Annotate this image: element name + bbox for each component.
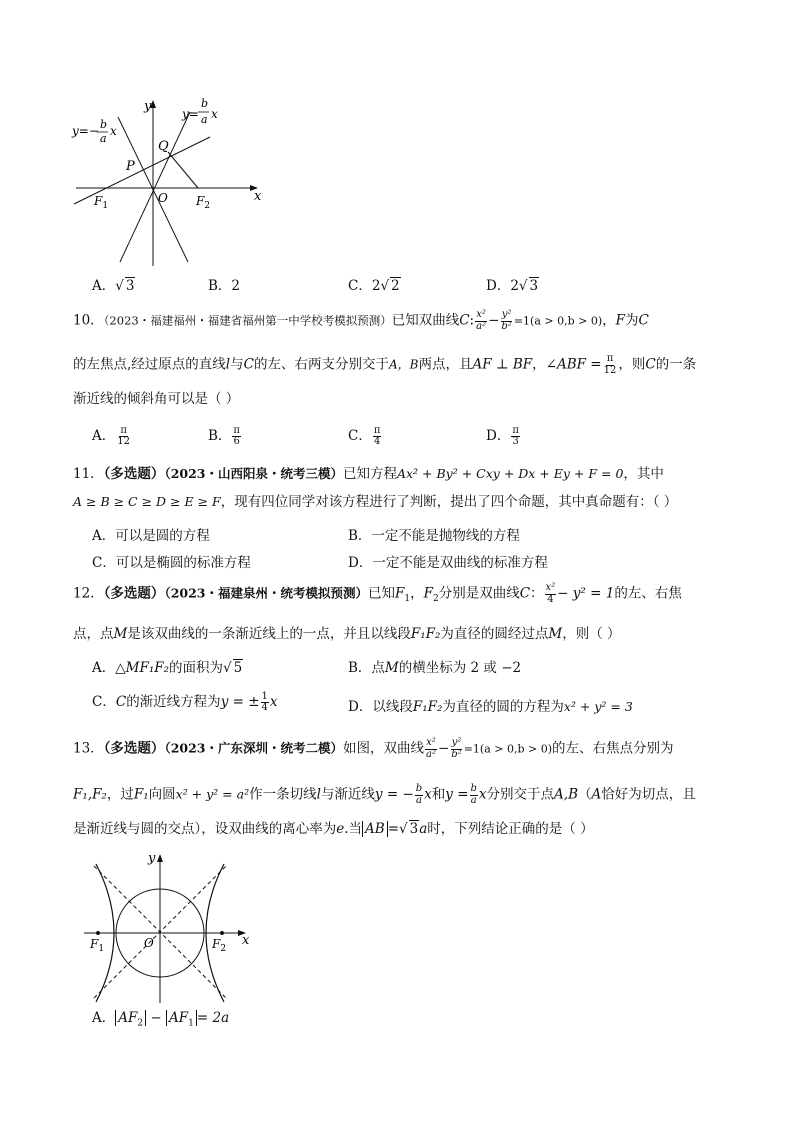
q13-line1: 13．（多选题）（2023・广东深圳・统考二模）如图，双曲线 $\frac{\text{x²}}{\text{a²}}$ − $\frac{\text{y²}}{\text{b²}}$ =1(a > 0,b > 0)的左、右焦点分别为 bbox=[73, 737, 674, 760]
asymptote-left-frac-b: b bbox=[100, 118, 108, 131]
label-q: Q bbox=[158, 139, 169, 154]
q10-line2: 的左焦点,经过原点的直线l与C的左、右两支分别交于A，B两点，且AF ⊥ BF，∠ABF = $\frac{\pi}{12}$ ，则C的一条 bbox=[73, 353, 697, 376]
q12-line2: 点，点M是该双曲线的一条渐近线上的一点，并且以线段F₁F₂为直径的圆经过点M，则（ ） bbox=[73, 626, 621, 642]
asymptote-right-x: x bbox=[211, 107, 218, 121]
y-axis-arrow bbox=[157, 854, 163, 862]
asymptote-left-label: y=− bbox=[72, 124, 99, 138]
q13-option-a[interactable]: A． $AF_2 - AF_1 = 2a$ bbox=[92, 1010, 230, 1029]
asymptote-right-frac-b: b bbox=[201, 97, 209, 110]
q10-option-d[interactable]: D． $\frac{\pi}{3}$ bbox=[486, 424, 519, 447]
asymptote-left-frac-a: a bbox=[100, 132, 107, 145]
figure-hyperbola bbox=[80, 846, 260, 1006]
q12-option-a[interactable]: A．△MF₁F₂的面积为√ 5 bbox=[92, 660, 243, 676]
segment-q-f2 bbox=[168, 152, 198, 188]
label-f2: $F_2$ bbox=[212, 937, 227, 954]
asymptote-left-x: x bbox=[110, 124, 117, 138]
label-y: y bbox=[144, 99, 152, 114]
q9-option-d[interactable]: D．2√ 3 bbox=[486, 278, 539, 294]
label-p: P bbox=[126, 159, 135, 174]
label-x: x bbox=[254, 189, 262, 204]
q9-option-a[interactable]: A．√ 3 bbox=[92, 278, 135, 294]
q10-option-a[interactable]: A． $\frac{\pi}{12}$ bbox=[92, 424, 130, 447]
q12-line1: 12．（多选题）（2023・福建泉州・统考模拟预测）已知$F_1$，$F_2$分别是双曲线C： $\frac{\text{x²}}{4}$ − y² = 1的左、右焦 bbox=[73, 582, 682, 605]
q11-option-c[interactable]: C．可以是椭圆的标准方程 bbox=[92, 555, 251, 571]
focus-f2-dot bbox=[220, 931, 224, 935]
q12-option-d[interactable]: D．以线段F₁F₂为直径的圆的方程为x² + y² = 3 bbox=[348, 699, 633, 715]
q9-option-b[interactable]: B．2 bbox=[208, 278, 241, 294]
label-y: y bbox=[148, 851, 156, 866]
label-f1: $F_1$ bbox=[94, 194, 109, 211]
asymptote-right-frac-a: a bbox=[201, 113, 208, 126]
focus-f1-dot bbox=[96, 931, 100, 935]
q13-line2: F₁,F₂，过F₁向圆x² + y² = a²作一条切线l与渐近线y = − $\frac{b}{a}$ x和y = $\frac{b}{a}$ x分别交于点A,B（A恰好为切点，且 bbox=[73, 783, 696, 806]
q9-option-c[interactable]: C．2√ 2 bbox=[348, 278, 400, 294]
q10-option-b[interactable]: B． $\frac{\pi}{6}$ bbox=[208, 424, 240, 447]
label-o: O bbox=[158, 191, 168, 205]
q11-option-b[interactable]: B．一定不能是抛物线的方程 bbox=[348, 528, 520, 544]
label-f1: $F_1$ bbox=[90, 937, 105, 954]
label-x: x bbox=[242, 933, 250, 948]
q11-line2: A ≥ B ≥ C ≥ D ≥ E ≥ F，现有四位同学对该方程进行了判断，提出了四个命题，其中真命题有：（ ） bbox=[73, 494, 678, 510]
q10-line1: 10．（2023・福建福州・福建省福州第一中学校考模拟预测）已知双曲线C: $\frac{\text{x²}}{\text{a²}}$ − $\frac{\text{y²}}{\text{b²}}$ =1(a > 0,b > 0)，F为C bbox=[73, 309, 649, 332]
q11-option-d[interactable]: D．一定不能是双曲线的标准方程 bbox=[348, 555, 548, 571]
label-f2: $F_2$ bbox=[196, 194, 211, 211]
asymptote-right-label: y= bbox=[182, 107, 199, 121]
label-o: O bbox=[144, 936, 154, 950]
asymptote-positive bbox=[120, 112, 190, 262]
q10-line3: 渐近线的倾斜角可以是（ ） bbox=[73, 391, 240, 407]
figure-asymptotes bbox=[68, 92, 268, 267]
q12-option-b[interactable]: B．点M的横坐标为 2 或 −2 bbox=[348, 660, 522, 676]
q12-option-c[interactable]: C．C的渐近线方程为y = ± $\frac{1}{4}$ x bbox=[92, 690, 278, 713]
q11-line1: 11．（多选题）（2023・山西阳泉・统考三模）已知方程Ax² + By² + Cxy + Dx + Ey + F = 0，其中 bbox=[73, 466, 664, 482]
q10-option-c[interactable]: C． $\frac{\pi}{4}$ bbox=[348, 424, 381, 447]
q11-option-a[interactable]: A．可以是圆的方程 bbox=[92, 528, 210, 544]
q13-line3: 是渐近线与圆的交点），设双曲线的离心率为e.当 AB =√ 3a时，下列结论正确的是（ ） bbox=[73, 821, 594, 837]
